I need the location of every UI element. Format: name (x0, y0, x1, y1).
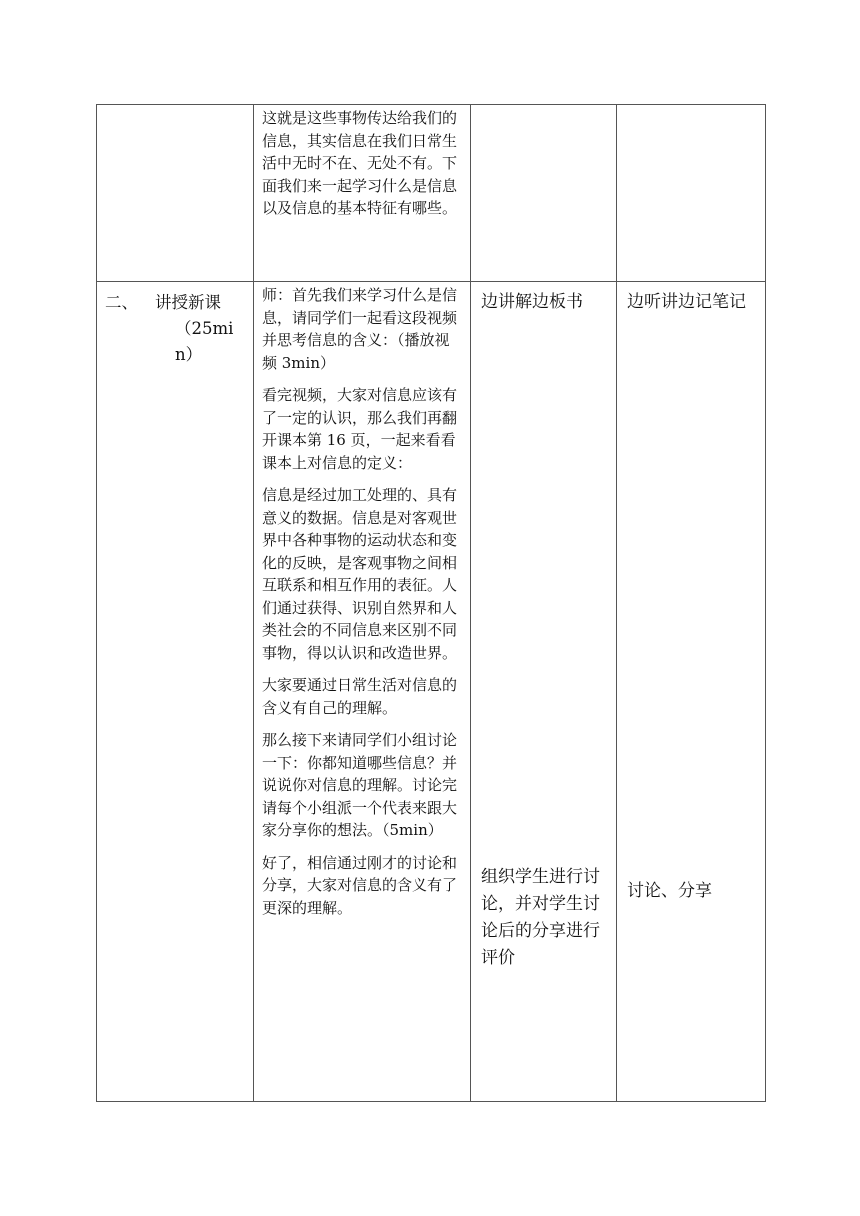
content-paragraph: 好了，相信通过刚才的讨论和分享，大家对信息的含义有了更深的理解。 (262, 853, 458, 917)
teacher-activity-bottom: 组织学生进行讨论，并对学生讨论后的分享进行评价 (481, 867, 600, 968)
stage-cell (97, 282, 254, 1102)
content-paragraph: 那么接下来请同学们小组讨论一下：你都知道哪些信息？并说说你对信息的理解。讨论完请每个小组派一个代表来跟大家分享你的想法。（5min） (262, 731, 458, 839)
student-activity-cell-empty (617, 105, 766, 282)
content-cell (254, 282, 471, 1102)
content-paragraph: 这就是这些事物传达给我们的信息，其实信息在我们日常生活中无时不在、无处不有。下面我们来一起学习什么是信息以及信息的基本特征有哪些。 (262, 109, 458, 217)
teacher-activity-cell-empty (471, 105, 617, 282)
stage-number: 二、 (105, 293, 138, 312)
table-row (97, 282, 766, 1102)
teacher-activity-top: 边讲解边板书 (481, 292, 583, 312)
table-row (97, 105, 766, 282)
content-paragraph: 信息是经过加工处理的、具有意义的数据。信息是对客观世界中各种事物的运动状态和变化的反映，是客观事物之间相互联系和相互作用的表征。人们通过获得、识别自然界和人类社会的不同信息来区别不同事物，得以认识和改造世界。 (262, 486, 458, 662)
content-paragraph: 看完视频，大家对信息应该有了一定的认识，那么我们再翻开课本第 16 页，一起来看看课本上对信息的定义： (262, 386, 458, 472)
teacher-activity-cell (471, 282, 617, 1102)
content-cell (254, 105, 471, 282)
content-paragraph: 大家要通过日常生活对信息的含义有自己的理解。 (262, 676, 458, 717)
student-activity-bottom: 讨论、分享 (627, 881, 712, 901)
stage-cell-empty (97, 105, 254, 282)
content-paragraph: 师：首先我们来学习什么是信息，请同学们一起看这段视频并思考信息的含义：（播放视频 3min） (262, 286, 458, 372)
stage-duration: （25min） (175, 319, 234, 364)
stage-title: 讲授新课 (155, 293, 221, 312)
lesson-plan-table (96, 104, 766, 1102)
student-activity-cell (617, 282, 766, 1102)
student-activity-top: 边听讲边记笔记 (627, 292, 746, 312)
